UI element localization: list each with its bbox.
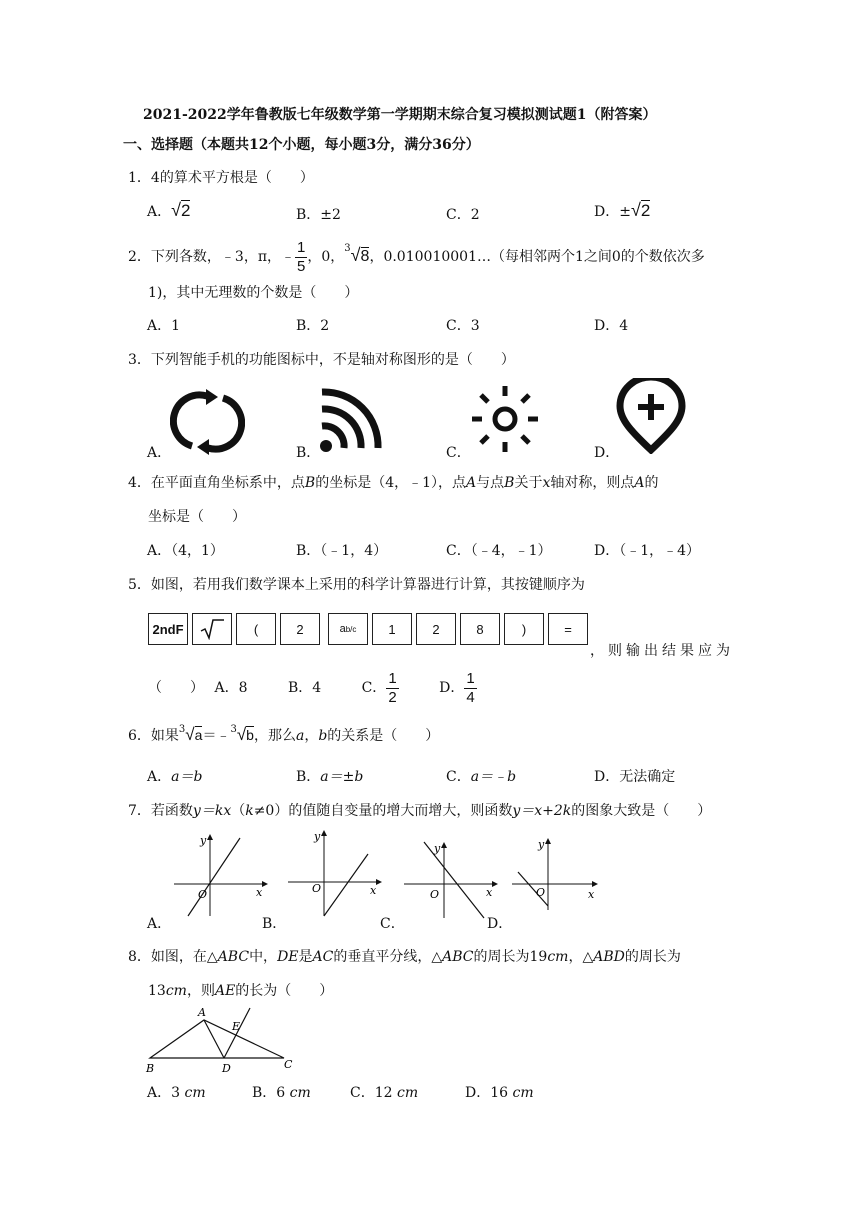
q4-stem-line1: 4．在平面直角坐标系中，点B的坐标是（4，﹣1），点A与点B关于x轴对称，则点A的 — [128, 475, 659, 491]
q5-stem-tail: ，则输出结果应为 — [590, 643, 734, 659]
q2-option-a: A．1 — [147, 318, 181, 334]
key-2: 2 — [280, 613, 320, 645]
q5-fraction-half: $\frac{1}{2}$ — [388, 669, 397, 706]
q6-option-a: A．a＝b — [147, 769, 203, 785]
q2-stem-line2: 1)，其中无理数的个数是（ ） — [148, 285, 359, 301]
q8-triangle-figure — [144, 1004, 300, 1078]
q7-option-c-label: C． — [380, 916, 405, 932]
q7b-axis-y: y — [314, 830, 321, 843]
q8-label-d: D — [222, 1062, 231, 1075]
q4-option-a: A．（4，1） — [147, 543, 224, 559]
q1-option-c: C．2 — [446, 207, 480, 223]
q7-graph-b — [284, 826, 384, 920]
location-add-icon — [614, 378, 688, 454]
q6-stem: 6．如果$^3$√a＝﹣$^3$√b，那么a，b的关系是（ ） — [128, 724, 440, 744]
q7d-origin: O — [536, 886, 546, 899]
q7b-axis-x: x — [370, 884, 377, 897]
calculator-key-sequence — [148, 613, 588, 649]
q4-stem-line2: 坐标是（ ） — [148, 509, 246, 525]
key-left-paren: ( — [236, 613, 276, 645]
q5-stem: 5．如图，若用我们数学课本上采用的科学计算器进行计算，其按键顺序为 — [128, 577, 585, 593]
q3-option-a-label: A． — [147, 445, 172, 461]
q4-option-d: D．（﹣1，﹣4） — [594, 543, 701, 559]
key-sqrt — [192, 613, 232, 645]
q7-option-a-label: A． — [147, 916, 172, 932]
q8-label-e: E — [232, 1020, 241, 1033]
q1-option-d: D．±√2 — [594, 200, 651, 220]
q8-stem-line2: 13cm，则AE的长为（ ） — [148, 983, 334, 999]
q2-stem-line1: 2．下列各数，﹣3，π，﹣ $\frac{1}{5}$ ，0，$^3$√8，0.010010001…（每相邻两个1之间0的个数依次多 — [128, 238, 705, 275]
key-fraction: a b/c — [328, 613, 368, 645]
q2-option-d: D．4 — [594, 318, 629, 334]
q6-option-c: C．a＝﹣b — [446, 769, 517, 785]
q8-option-a: A．3 cm — [147, 1085, 206, 1101]
q4-option-b: B．（﹣1，4） — [296, 543, 388, 559]
sqrt-icon — [199, 618, 225, 640]
q8-option-b: B．6 cm — [252, 1085, 311, 1101]
q5-options: （ ） A．8 B．4 C． $\frac{1}{2}$ D． $\frac{1}{4}$ — [148, 669, 475, 706]
q3-option-c-label: C． — [446, 445, 471, 461]
q1-option-a: A．√2 — [147, 200, 191, 220]
q8-option-d: D．16 cm — [465, 1085, 534, 1101]
q8-label-b: B — [146, 1062, 155, 1075]
q7-option-d-label: D． — [487, 916, 513, 932]
wifi-signal-icon — [316, 388, 386, 456]
q3-option-d-label: D． — [594, 445, 620, 461]
q7c-axis-x: x — [486, 886, 493, 899]
q7d-axis-y: y — [538, 838, 545, 851]
q8-stem-line1: 8．如图，在△ABC中，DE是AC的垂直平分线，△ABC的周长为19cm，△ABD的周长为 — [128, 949, 681, 965]
section-title: 一、选择题（本题共12个小题，每小题3分，满分36分） — [123, 137, 480, 153]
q7c-axis-y: y — [434, 842, 441, 855]
brightness-icon — [470, 384, 540, 454]
q7c-origin: O — [430, 888, 440, 901]
q7a-axis-y: y — [200, 834, 207, 847]
q3-stem: 3．下列智能手机的功能图标中，不是轴对称图形的是（ ） — [128, 352, 515, 368]
q7d-axis-x: x — [588, 888, 595, 901]
q2-fraction: $\frac{1}{5}$ — [297, 238, 306, 275]
q8-option-c: C．12 cm — [350, 1085, 419, 1101]
key-2ndf: 2ndF — [148, 613, 188, 645]
key-right-paren: ) — [504, 613, 544, 645]
q1-option-b: B．±2 — [296, 207, 341, 223]
q7-option-b-label: B． — [262, 916, 287, 932]
q7a-axis-x: x — [256, 886, 263, 899]
q7b-origin: O — [312, 882, 322, 895]
q1-stem: 1．4的算术平方根是（ ） — [128, 170, 314, 186]
q3-option-b-label: B． — [296, 445, 321, 461]
q7a-origin: O — [198, 888, 208, 901]
q8-label-a: A — [198, 1006, 206, 1019]
q8-label-c: C — [284, 1058, 293, 1071]
q2-option-c: C．3 — [446, 318, 480, 334]
key-2b: 2 — [416, 613, 456, 645]
refresh-icon — [170, 388, 245, 456]
key-equals: = — [548, 613, 588, 645]
q5-fraction-quarter: $\frac{1}{4}$ — [466, 669, 475, 706]
document-title: 2021-2022学年鲁教版七年级数学第一学期期末综合复习模拟测试题1（附答案） — [143, 107, 657, 123]
q7-graph-d — [508, 834, 608, 914]
q2-option-b: B．2 — [296, 318, 330, 334]
q6-option-b: B．a＝±b — [296, 769, 364, 785]
key-8: 8 — [460, 613, 500, 645]
q7-graph-a — [170, 830, 270, 920]
q6-option-d: D．无法确定 — [594, 769, 676, 785]
key-1: 1 — [372, 613, 412, 645]
q7-stem: 7．若函数y＝kx（k≠0）的值随自变量的增大而增大，则函数y＝x+2k的图象大致是（ ） — [128, 803, 712, 819]
q4-option-c: C．（﹣4，﹣1） — [446, 543, 552, 559]
q7-graph-c — [400, 838, 500, 920]
